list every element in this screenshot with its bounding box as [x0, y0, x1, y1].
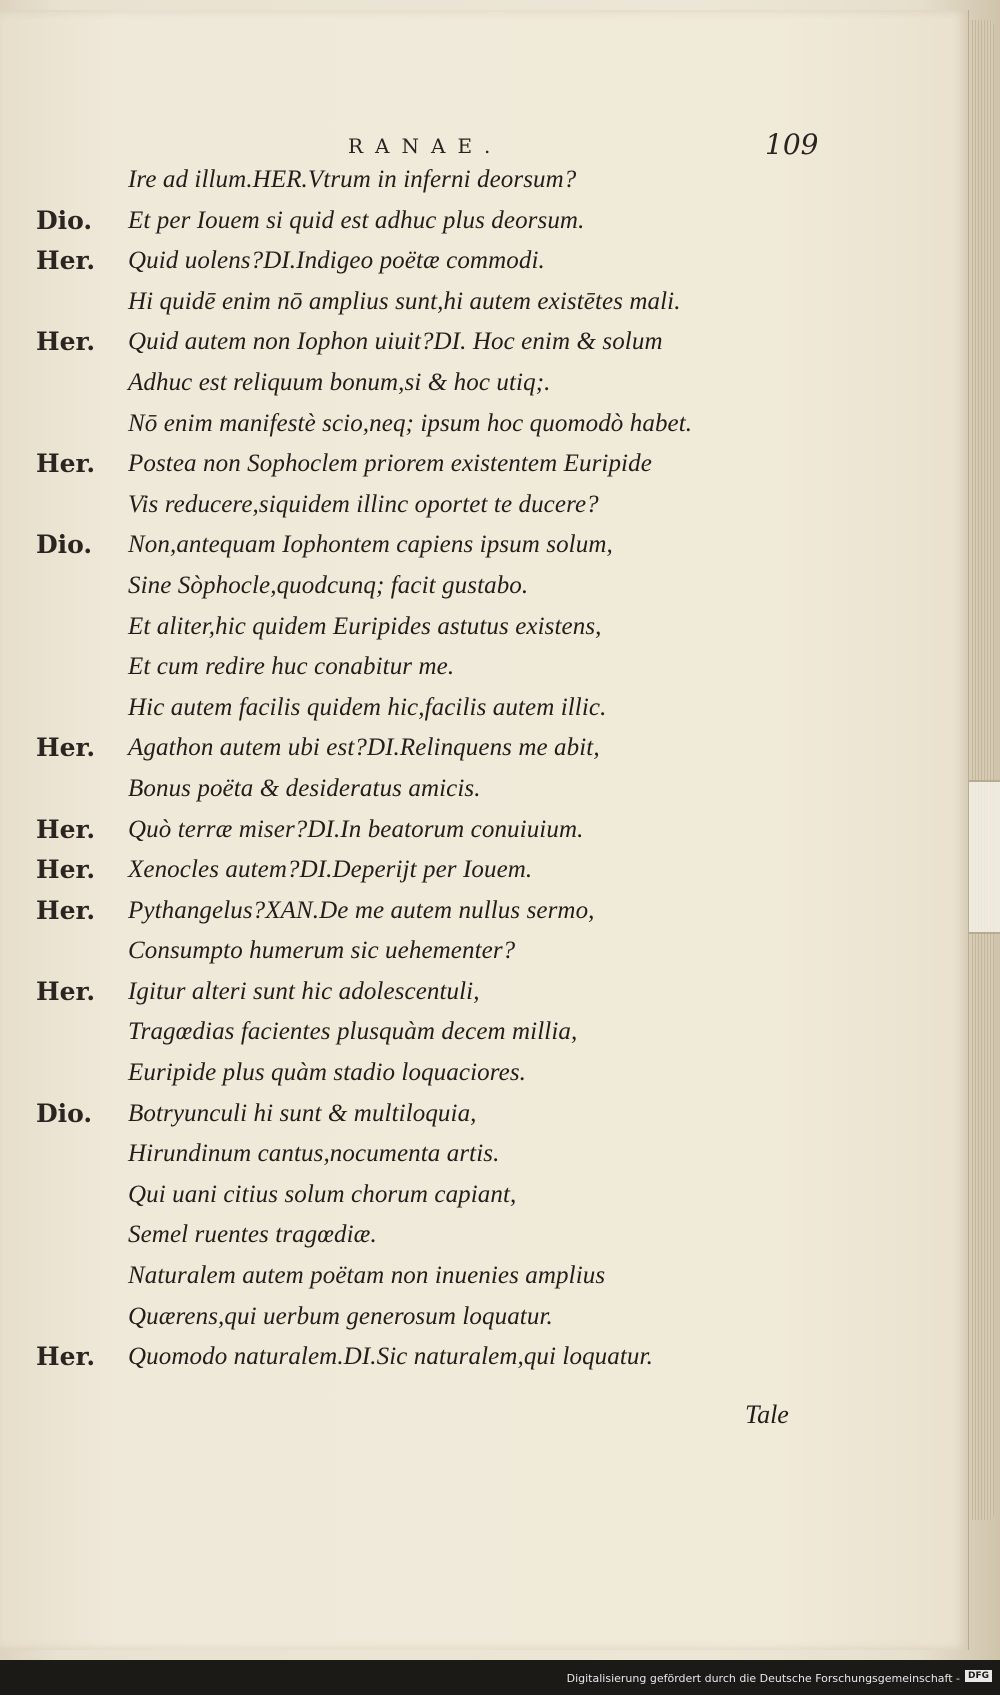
- verse-text: Quò terræ miser?DI.In beatorum conuiuium.: [128, 815, 584, 843]
- verse-text: Quid uolens?DI.Indigeo poëtæ commodi.: [128, 247, 545, 275]
- verse-text: Sine Sòphocle,quodcunq; facit gustabo.: [128, 571, 529, 599]
- verse-line: [0, 566, 968, 607]
- verse-text: Naturalem autem poëtam non inuenies amplius: [128, 1262, 606, 1290]
- verse-line: [0, 1297, 968, 1338]
- page-number: 109: [765, 128, 819, 161]
- verse-line: [0, 1215, 968, 1256]
- verse-text: Hi quidē enim nō amplius sunt,hi autem existētes mali.: [128, 287, 681, 315]
- verse-text: Qui uani citius solum chorum capiant,: [128, 1180, 517, 1208]
- speaker-label: Her.: [36, 976, 96, 1006]
- verse-text: Et per Iouem si quid est adhuc plus deorsum.: [128, 206, 585, 234]
- verse-text: Pythangelus?XAN.De me autem nullus sermo,: [128, 896, 595, 924]
- verse-line: [0, 1053, 968, 1094]
- verse-line: [0, 363, 968, 404]
- verse-line: [0, 201, 968, 242]
- speaker-label: Her.: [36, 1342, 96, 1372]
- verse-line: [0, 850, 968, 891]
- speaker-label: Her.: [36, 246, 96, 276]
- speaker-label: Her.: [36, 733, 96, 763]
- verse-lines: [0, 160, 968, 1378]
- verse-line: [0, 525, 968, 566]
- verse-line: [0, 1134, 968, 1175]
- speaker-label: Her.: [36, 895, 96, 925]
- verse-line: [0, 1175, 968, 1216]
- verse-text: Igitur alteri sunt hic adolescentuli,: [128, 977, 480, 1005]
- verse-line: [0, 688, 968, 729]
- verse-text: Quomodo naturalem.DI.Sic naturalem,qui loquatur.: [128, 1343, 653, 1371]
- verse-line: [0, 160, 968, 201]
- verse-line: [0, 1094, 968, 1135]
- speaker-label: Her.: [36, 327, 96, 357]
- verse-text: Xenocles autem?DI.Deperijt per Iouem.: [128, 856, 533, 884]
- verse-text: Botryunculi hi sunt & multiloquia,: [128, 1099, 477, 1127]
- verse-text: Nō enim manifestè scio,neq; ipsum hoc quomodò habet.: [128, 409, 693, 437]
- verse-line: [0, 1012, 968, 1053]
- digitization-credit: Digitalisierung gefördert durch die Deutsche Forschungsgemeinschaft -: [566, 1672, 960, 1685]
- verse-text: Quid autem non Iophon uiuit?DI. Hoc enim & solum: [128, 328, 663, 356]
- verse-line: [0, 728, 968, 769]
- verse-line: [0, 444, 968, 485]
- verse-text: Consumpto humerum sic uehementer?: [128, 937, 516, 965]
- verse-line: [0, 607, 968, 648]
- verse-text: Et cum redire huc conabitur me.: [128, 653, 455, 681]
- verse-line: [0, 891, 968, 932]
- verse-text: Agathon autem ubi est?DI.Relinquens me abit,: [128, 734, 600, 762]
- speaker-label: Her.: [36, 855, 96, 885]
- verse-line: [0, 322, 968, 363]
- verse-line: [0, 1337, 968, 1378]
- verse-text: Ire ad illum.HER.Vtrum in inferni deorsum?: [128, 166, 577, 193]
- verse-text: Non,antequam Iophontem capiens ipsum solum,: [128, 531, 613, 559]
- verse-text: Hic autem facilis quidem hic,facilis autem illic.: [128, 693, 607, 721]
- verse-line: [0, 972, 968, 1013]
- page-edges: [970, 20, 994, 1520]
- verse-text: Bonus poëta & desideratus amicis.: [128, 774, 481, 802]
- verse-text: Adhuc est reliquum bonum,si & hoc utiq;.: [128, 368, 551, 396]
- verse-line: [0, 769, 968, 810]
- verse-text: Et aliter,hic quidem Euripides astutus existens,: [128, 612, 602, 640]
- verse-line: [0, 1256, 968, 1297]
- footer-bar: [0, 1660, 1000, 1695]
- verse-text: Semel ruentes tragœdiæ.: [128, 1221, 377, 1249]
- verse-line: [0, 931, 968, 972]
- verse-text: Euripide plus quàm stadio loquaciores.: [128, 1059, 527, 1087]
- speaker-label: Dio.: [36, 530, 93, 560]
- verse-text: Vis reducere,siquidem illinc oportet te ducere?: [128, 490, 599, 518]
- verse-text: Tragœdias facientes plusquàm decem millia,: [128, 1018, 578, 1046]
- verse-line: [0, 241, 968, 282]
- running-title: RANAE.: [348, 134, 503, 158]
- dfg-logo: DFG: [965, 1670, 992, 1682]
- verse-text: Postea non Sophoclem priorem existentem Euripide: [128, 450, 652, 478]
- speaker-label: Dio.: [36, 1098, 93, 1128]
- verse-text: Hirundinum cantus,nocumenta artis.: [128, 1140, 500, 1168]
- verse-line: [0, 404, 968, 445]
- verse-text: Quærens,qui uerbum generosum loquatur.: [128, 1302, 553, 1330]
- verse-line: [0, 485, 968, 526]
- verse-line: [0, 810, 968, 851]
- catchword: Tale: [745, 1400, 789, 1429]
- speaker-label: Dio.: [36, 205, 93, 235]
- speaker-label: Her.: [36, 449, 96, 479]
- speaker-label: Her.: [36, 814, 96, 844]
- verse-line: [0, 647, 968, 688]
- book-page: [0, 10, 969, 1650]
- verse-line: [0, 282, 968, 323]
